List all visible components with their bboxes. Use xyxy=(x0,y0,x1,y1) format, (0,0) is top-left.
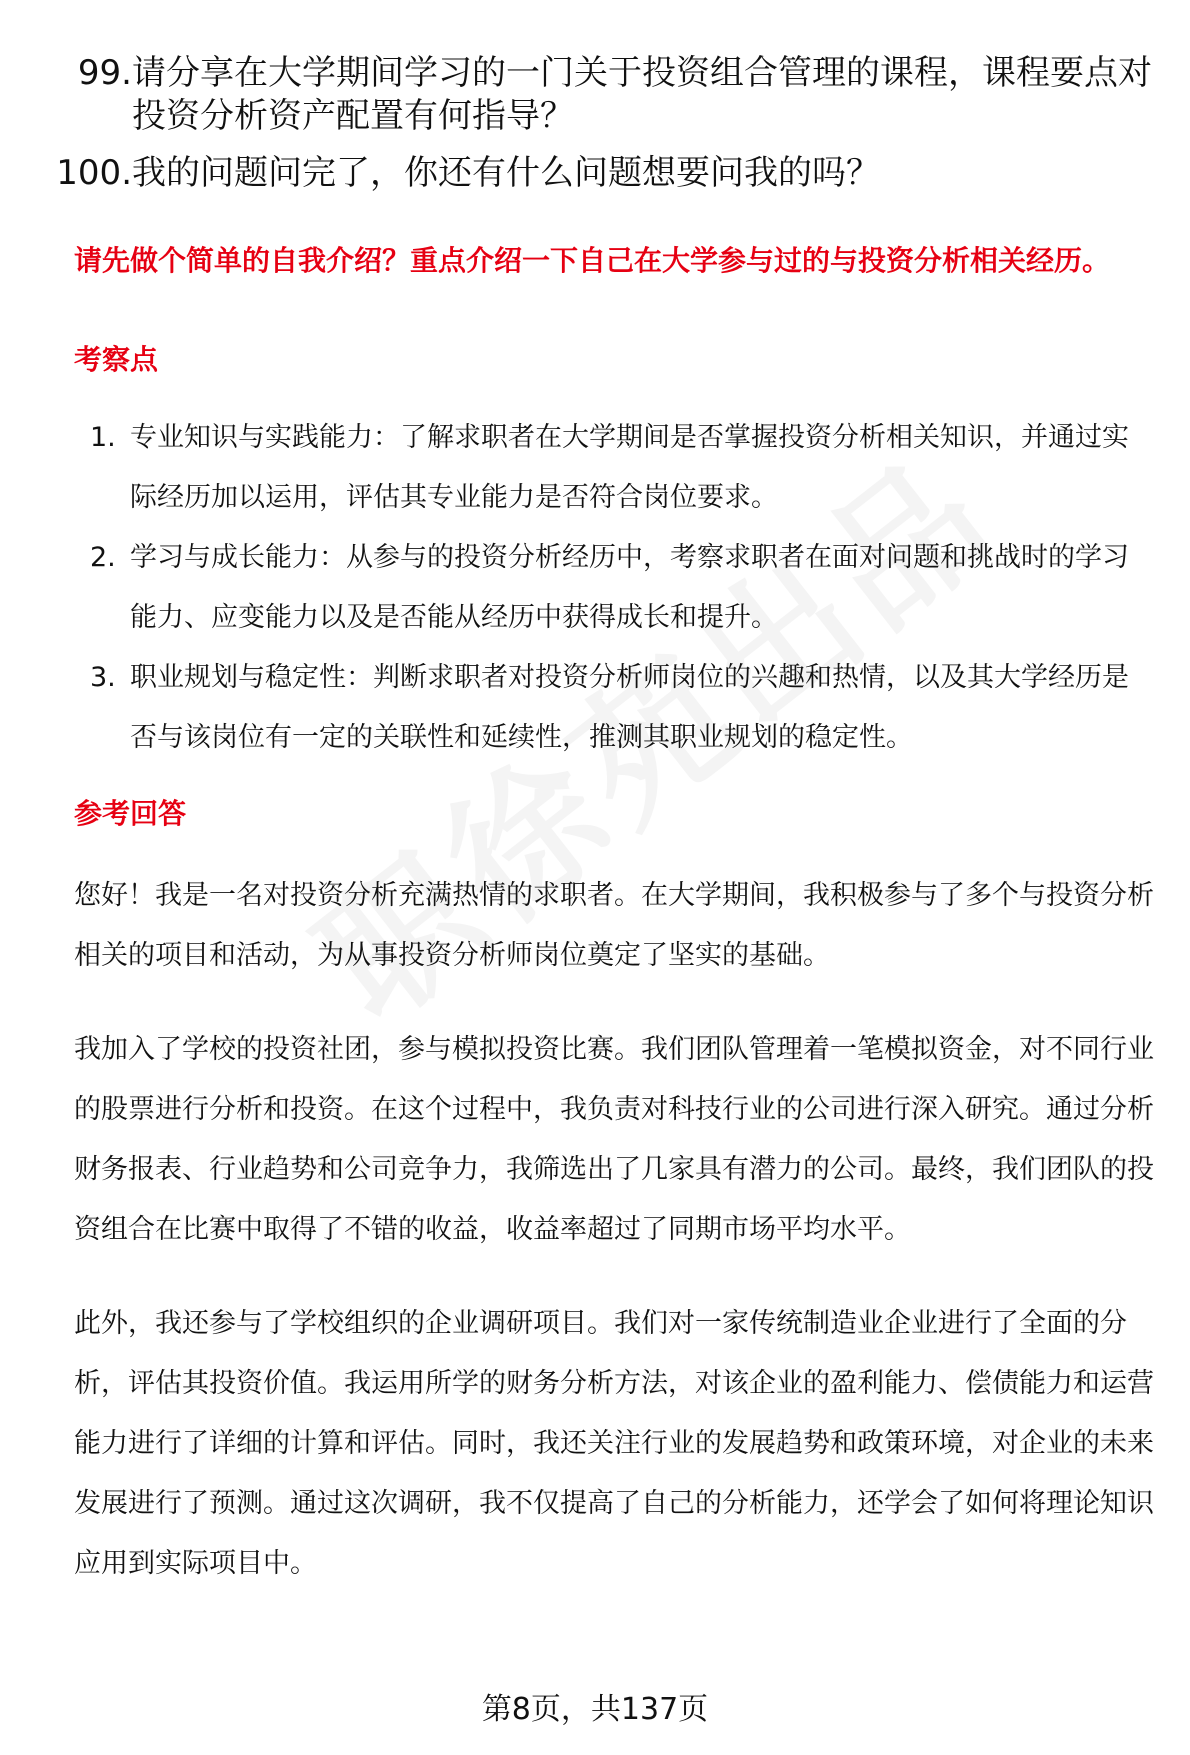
point-text: 学习与成长能力：从参与的投资分析经历中，考察求职者在面对问题和挑战时的学习能力、应变能力以及是否能从经历中获得成长和提升。 xyxy=(130,542,1129,633)
reference-answer-label: 参考回答 xyxy=(74,797,187,830)
assessment-point xyxy=(0,528,1190,648)
assessment-points-list xyxy=(0,408,1190,768)
point-number: 3. xyxy=(90,662,116,693)
point-number: 2. xyxy=(90,542,116,573)
assessment-points-label: 考察点 xyxy=(74,343,159,376)
question-text: 我的问题问完了，你还有什么问题想要问我的吗？ xyxy=(132,153,880,193)
point-number: 1. xyxy=(90,422,116,453)
question-number: 99. xyxy=(77,53,132,93)
reference-answer xyxy=(74,866,1154,1628)
answer-paragraph: 我加入了学校的投资社团，参与模拟投资比赛。我们团队管理着一笔模拟资金，对不同行业的股票进行分析和投资。在这个过程中，我负责对科技行业的公司进行深入研究。通过分析财务报表、行业趋势和公司竞争力，我筛选出了几家具有潜力的公司。最终，我们团队的投资组合在比赛中取得了不错的收益，收益率超过了同期市场平均水平。 xyxy=(74,1034,1154,1245)
question-item xyxy=(0,52,1190,138)
question-number: 100. xyxy=(56,153,132,193)
answer-paragraph: 此外，我还参与了学校组织的企业调研项目。我们对一家传统制造业企业进行了全面的分析，评估其投资价值。我运用所学的财务分析方法，对该企业的盈利能力、偿债能力和运营能力进行了详细的计算和评估。同时，我还关注行业的发展趋势和政策环境，对企业的未来发展进行了预测。通过这次调研，我不仅提高了自己的分析能力，还学会了如何将理论知识应用到实际项目中。 xyxy=(74,1308,1154,1579)
question-text: 请分享在大学期间学习的一门关于投资组合管理的课程，课程要点对投资分析资产配置有何指导？ xyxy=(132,53,1152,136)
question-item xyxy=(0,152,1190,195)
point-text: 专业知识与实践能力：了解求职者在大学期间是否掌握投资分析相关知识，并通过实际经历加以运用，评估其专业能力是否符合岗位要求。 xyxy=(130,422,1129,513)
page-footer: 第8页，共137页 xyxy=(481,1692,709,1727)
main-question-heading: 请先做个简单的自我介绍？重点介绍一下自己在大学参与过的与投资分析相关经历。 xyxy=(74,244,1111,277)
answer-paragraph: 您好！我是一名对投资分析充满热情的求职者。在大学期间，我积极参与了多个与投资分析相关的项目和活动，为从事投资分析师岗位奠定了坚实的基础。 xyxy=(74,880,1154,971)
assessment-point xyxy=(0,648,1190,768)
question-list xyxy=(0,52,1190,209)
assessment-point xyxy=(0,408,1190,528)
point-text: 职业规划与稳定性：判断求职者对投资分析师岗位的兴趣和热情，以及其大学经历是否与该岗位有一定的关联性和延续性，推测其职业规划的稳定性。 xyxy=(130,662,1129,753)
